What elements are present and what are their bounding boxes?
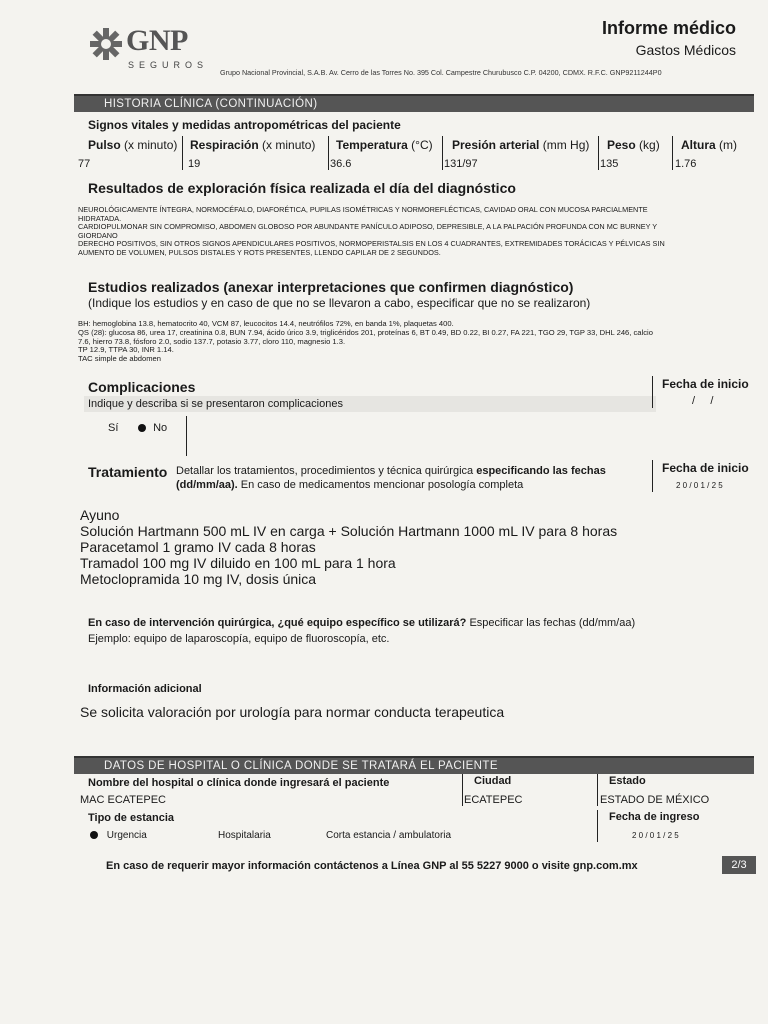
divider	[598, 136, 599, 170]
hospital-name-label: Nombre del hospital o clínica donde ingresará el paciente	[88, 777, 390, 789]
tratamiento-description: Detallar los tratamientos, procedimientos y técnica quirúrgica especificando las fechas (dd/mm/aa). En caso de medicamentos mencionar posología completa	[176, 465, 606, 491]
ciudad-value: ECATEPEC	[464, 794, 523, 806]
divider	[442, 136, 443, 170]
option-corta-estancia[interactable]: Corta estancia / ambulatoria	[326, 830, 452, 841]
exploracion-text: NEUROLÓGICAMENTE ÍNTEGRA, NORMOCÉFALO, DIAFORÉTICA, PUPILAS ISOMÉTRICAS Y NORMOREFLÉCTICAS, CAVIDAD ORAL CON MUCOSA PARCIALMENTE HIDRATADA. CARDIOPULMONAR SIN COMPROMISO, ABDOMEN GLOBOSO POR ABUNDANTE PANÍCULO ADIPOSO, DEPRESIBLE, A LA PALPACIÓN PROFUNDA CON MC BURNEY Y GIORDANO DERECHO POSITIVOS, SIN OTROS SIGNOS APENDICULARES POSITIVOS, NORMOPERISTALSIS EN LOS 4 CUADRANTES, EXTREMIDADES TORÁCICAS Y PÉLVICAS SIN AUMENTO DE VOLUMEN, PULSOS DISTALES Y ROTS PRESENTES, LLENDO CAPILAR DE 2 SEGUNDOS.	[78, 205, 665, 257]
divider	[652, 460, 653, 492]
respiration-label: Respiración (x minuto)	[190, 138, 316, 152]
fecha-ingreso-value: 2 0 / 0 1 / 2 5	[632, 831, 679, 840]
option-urgencia[interactable]: Urgencia	[90, 830, 147, 841]
document-title: Informe médico	[601, 18, 736, 38]
blood-pressure-label: Presión arterial (mm Hg)	[452, 138, 590, 152]
signos-title: Signos vitales y medidas antropométricas del paciente	[88, 118, 401, 132]
estado-value: ESTADO DE MÉXICO	[600, 794, 710, 806]
estado-label: Estado	[609, 775, 646, 787]
divider	[328, 136, 329, 170]
fecha-inicio-comp-value: / /	[692, 395, 714, 407]
logo-text: GNP	[126, 24, 188, 57]
tipo-estancia-label: Tipo de estancia	[88, 812, 174, 824]
estudios-title: Estudios realizados (anexar interpretaciones que confirmen diagnóstico)	[88, 279, 574, 295]
weight-value: 135	[600, 158, 619, 170]
divider	[652, 376, 653, 408]
divider	[597, 810, 598, 842]
info-adicional-title: Información adicional	[88, 683, 202, 695]
exploracion-title: Resultados de exploración física realizada el día del diagnóstico	[88, 180, 516, 196]
divider	[462, 774, 463, 806]
section-bar-historia	[74, 94, 754, 112]
info-adicional-text: Se solicita valoración por urología para normar conducta terapeutica	[80, 704, 505, 720]
hospital-name-value: MAC ECATEPEC	[80, 794, 166, 806]
tratamiento-lines: Ayuno Solución Hartmann 500 mL IV en carga + Solución Hartmann 1000 mL IV para 8 horas Paracetamol 1 gramo IV cada 8 horas Tramadol 100 mg IV diluido en 100 mL para 1 hora Metoclopramida 10 mg IV, dosis única	[80, 507, 618, 587]
contact-text: En caso de requerir mayor información contáctenos a Línea GNP al 55 5227 9000 o visite gnp.com.mx	[106, 860, 638, 872]
gnp-star-icon	[88, 26, 124, 62]
divider	[186, 416, 187, 456]
no-label: No	[153, 422, 168, 434]
tratamiento-title: Tratamiento	[88, 464, 168, 480]
temperature-value: 36.6	[330, 158, 352, 170]
quirurgica-question: En caso de intervención quirúrgica, ¿qué equipo específico se utilizará? Especificar las fechas (dd/mm/aa)	[88, 617, 636, 629]
height-label: Altura (m)	[681, 138, 738, 152]
blood-pressure-value: 131/97	[444, 158, 478, 170]
pulse-value: 77	[78, 158, 91, 170]
option-no[interactable]	[138, 422, 167, 434]
radio-selected-icon	[90, 831, 98, 839]
fecha-inicio-trat-value: 2 0 / 0 1 / 2 5	[676, 481, 723, 490]
si-label: Sí	[108, 422, 119, 434]
section-bar-hospital-label: DATOS DE HOSPITAL O CLÍNICA DONDE SE TRATARÁ EL PACIENTE	[104, 760, 498, 772]
divider	[182, 136, 183, 170]
temperature-label: Temperatura (°C)	[336, 138, 433, 152]
respiration-value: 19	[188, 158, 201, 170]
fecha-inicio-comp-label: Fecha de inicio	[662, 377, 749, 391]
section-bar-hospital	[74, 756, 754, 774]
weight-label: Peso (kg)	[607, 138, 660, 152]
complicaciones-subtitle: Indique y describa si se presentaron complicaciones	[84, 396, 656, 412]
logo-subtext: SEGUROS	[128, 60, 209, 70]
company-address: Grupo Nacional Provincial, S.A.B. Av. Cerro de las Torres No. 395 Col. Campestre Churubusco C.P. 04200, CDMX. R.F.C. GNP9211244P0	[220, 68, 662, 77]
estudios-subtitle: (Indique los estudios y en caso de que no se llevaron a cabo, especificar que no se realizaron)	[88, 296, 591, 310]
divider	[597, 774, 598, 806]
quirurgica-example: Ejemplo: equipo de laparoscopía, equipo de fluoroscopía, etc.	[88, 633, 390, 645]
document-subtitle: Gastos Médicos	[635, 42, 736, 58]
option-hospitalaria[interactable]: Hospitalaria	[218, 830, 271, 841]
pulse-label: Pulso (x minuto)	[88, 138, 178, 152]
estudios-text: BH: hemoglobina 13.8, hematocrito 40, VCM 87, leucocitos 14.4, neutrófilos 72%, en banda 1%, plaquetas 400. QS (28): glucosa 86, urea 17, creatinina 0.8, BUN 7.94, ácido úrico 3.9, triglicéridos 201, proteínas 6, BT 0.49, BD 0.22, BI 0.27, FA 221, TGO 29, TGP 33, DHL 246, calcio 7.6, hierro 73.8, fósforo 2.0, sodio 137.7, potasio 3.77, cloro 110, magnesio 1.3. TP 12.9, TTPA 30, INR 1.14. TAC simple de abdomen	[78, 319, 653, 364]
section-bar-historia-label: HISTORIA CLÍNICA (CONTINUACIÓN)	[104, 98, 318, 110]
fecha-ingreso-label: Fecha de ingreso	[609, 811, 700, 823]
option-si[interactable]	[108, 422, 118, 434]
height-value: 1.76	[675, 158, 697, 170]
page-number-badge: 2/3	[722, 856, 756, 874]
complicaciones-title: Complicaciones	[88, 379, 196, 395]
ciudad-label: Ciudad	[474, 775, 512, 787]
radio-selected-icon	[138, 424, 146, 432]
divider	[672, 136, 673, 170]
fecha-inicio-trat-label: Fecha de inicio	[662, 461, 749, 475]
gnp-logo	[88, 24, 218, 74]
vital-signs-table	[78, 136, 758, 176]
